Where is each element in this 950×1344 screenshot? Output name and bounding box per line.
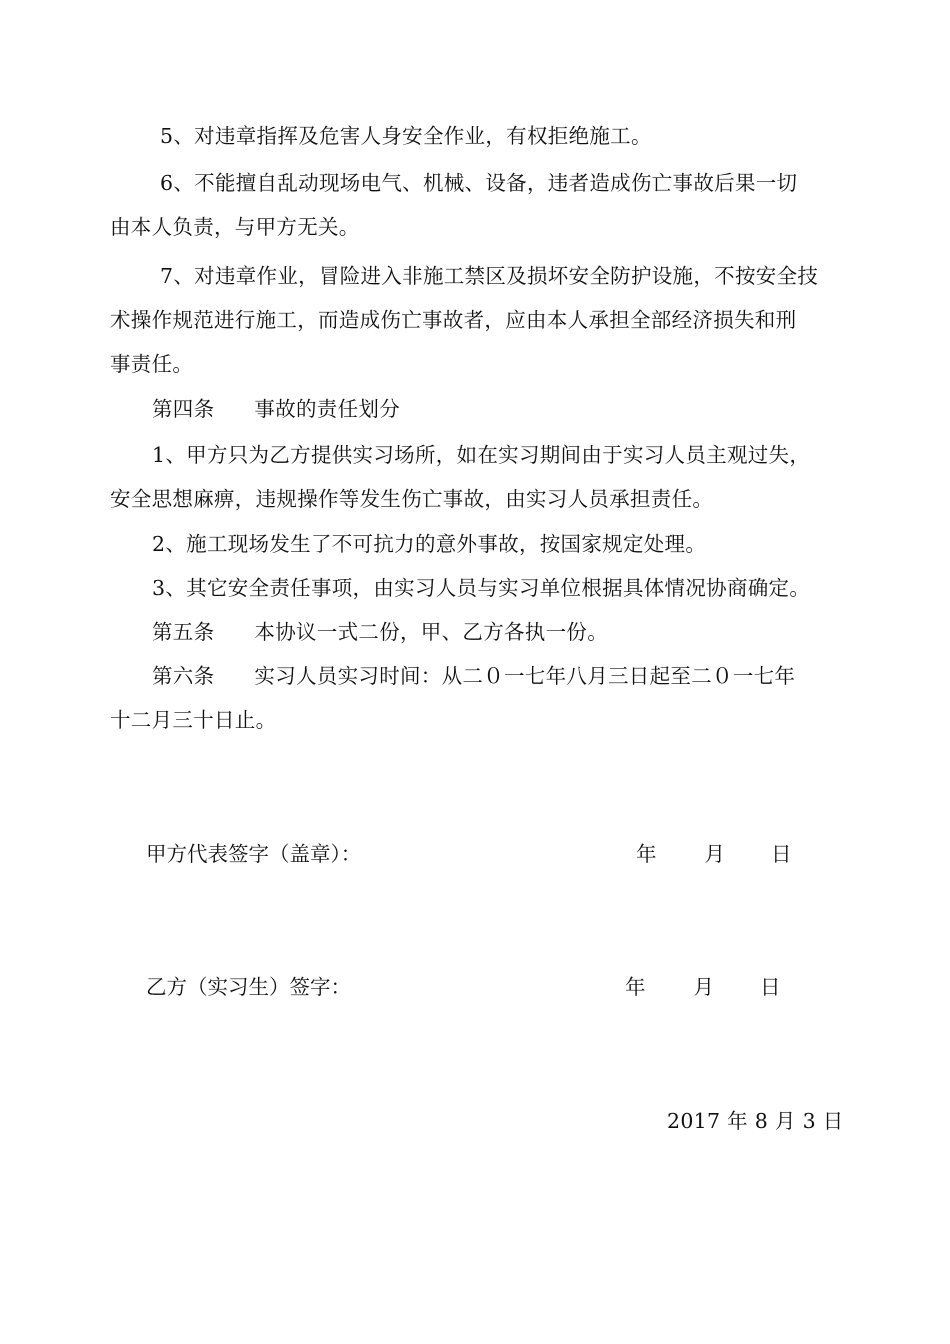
article-6-line-1 [152,662,795,690]
article-5-number: 第五条 [152,620,215,644]
article-4-number: 第四条 [152,397,215,421]
item-5: 5、对违章指挥及危害人身安全作业，有权拒绝施工。 [160,124,652,148]
party-b-date [625,973,781,1001]
article-4-p1-line-1: 1、甲方只为乙方提供实习场所，如在实习期间由于实习人员主观过失， [152,443,811,467]
article-5-text: 本协议一式二份，甲、乙方各执一份。 [254,620,609,644]
article-4-p1-line-2: 安全思想麻痹，违规操作等发生伤亡事故，由实习人员承担责任。 [110,487,714,511]
article-5 [152,618,608,646]
article-4-title: 事故的责任划分 [254,397,401,421]
party-a-day: 日 [771,842,792,866]
party-a-month: 月 [704,842,725,866]
party-b-month: 月 [693,975,714,999]
item-7-line-1: 7、对违章作业，冒险进入非施工禁区及损坏安全防护设施，不按安全技 [160,264,819,288]
article-4-heading [152,395,400,423]
party-b-signature-label: 乙方（实习生）签字： [146,975,351,999]
party-a-date [636,840,792,868]
party-b-year: 年 [625,975,646,999]
article-4-p2: 2、施工现场发生了不可抗力的意外事故，按国家规定处理。 [152,532,707,556]
article-6-number: 第六条 [152,664,215,688]
item-7-line-2: 术操作规范进行施工，而造成伤亡事故者，应由本人承担全部经济损失和刑 [110,308,797,332]
item-6-line-1: 6、不能擅自乱动现场电气、机械、设备，违者造成伤亡事故后果一切 [160,171,798,195]
article-6-line-2: 十二月三十日止。 [110,708,277,732]
item-7-line-3: 事责任。 [110,352,194,376]
article-4-p3: 3、其它安全责任事项，由实习人员与实习单位根据具体情况协商确定。 [152,576,811,600]
party-a-year: 年 [636,842,657,866]
article-6-text: 实习人员实习时间：从二０一七年八月三日起至二０一七年 [254,664,796,688]
document-date: 2017 年 8 月 3 日 [667,1109,844,1133]
party-b-day: 日 [760,975,781,999]
item-6-line-2: 由本人负责，与甲方无关。 [110,215,360,239]
party-a-signature-label: 甲方代表签字（盖章）： [146,842,362,866]
